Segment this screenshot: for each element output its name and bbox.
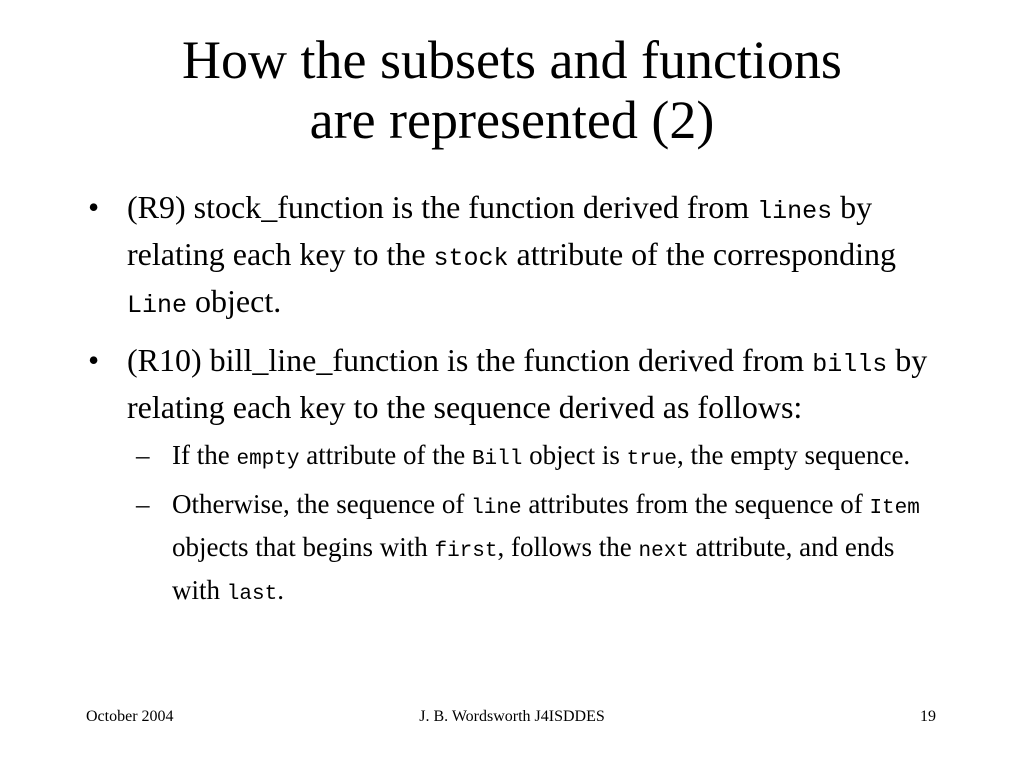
text-run: attribute of the <box>299 440 472 470</box>
text-run: . <box>277 575 284 605</box>
text-run: If the <box>172 440 237 470</box>
code-term: line <box>471 497 522 520</box>
text-run: attributes from the sequence of <box>521 489 870 519</box>
sub-bullet-item <box>136 485 948 614</box>
text-run: attribute, and ends with <box>172 532 895 605</box>
sub-bullet-marker: – <box>136 489 150 519</box>
footer-date: October 2004 <box>86 708 174 725</box>
code-term: lines <box>757 197 833 226</box>
code-term: true <box>626 448 678 471</box>
text-run: (R9) stock_function is the function derived from <box>127 189 758 225</box>
bullet-item <box>88 186 948 327</box>
sub-bullet-text <box>172 440 910 470</box>
code-term: stock <box>433 244 509 273</box>
footer-author: J. B. Wordsworth J4ISDDES <box>419 708 605 725</box>
code-term: last <box>226 583 278 606</box>
text-run: , the empty sequence. <box>677 440 911 470</box>
bullet-text <box>127 189 896 319</box>
text-run: , follows the <box>497 532 639 562</box>
bullet-marker: • <box>88 342 100 378</box>
sub-bullet-marker: – <box>136 440 150 470</box>
text-run: Otherwise, the sequence of <box>172 489 472 519</box>
slide-title-line-2: are represented (2) <box>309 90 715 150</box>
text-run: by relating each key to the <box>127 189 873 272</box>
code-term: bills <box>812 350 888 379</box>
text-run: object is <box>522 440 627 470</box>
slide-title-line-1: How the subsets and functions <box>182 30 842 90</box>
page-number: 19 <box>920 708 936 725</box>
code-term: Bill <box>471 448 523 471</box>
code-term: Line <box>127 291 188 320</box>
text-run: objects that begins with <box>172 532 435 562</box>
text-run: by relating each key to the sequence derived as follows: <box>127 342 928 425</box>
sub-bullet-item <box>136 436 948 479</box>
bullet-item <box>88 339 948 428</box>
bullet-marker: • <box>88 189 100 225</box>
bullet-text <box>127 342 927 425</box>
text-run: object. <box>187 283 282 319</box>
sub-bullet-text <box>172 489 920 605</box>
code-term: Item <box>869 497 920 520</box>
slide-body <box>88 186 948 620</box>
code-term: empty <box>236 448 300 471</box>
code-term: next <box>638 540 689 563</box>
slide-title <box>0 30 1024 150</box>
text-run: (R10) bill_line_function is the function derived from <box>127 342 813 378</box>
text-run: attribute of the corresponding <box>508 236 896 272</box>
code-term: first <box>434 540 498 563</box>
